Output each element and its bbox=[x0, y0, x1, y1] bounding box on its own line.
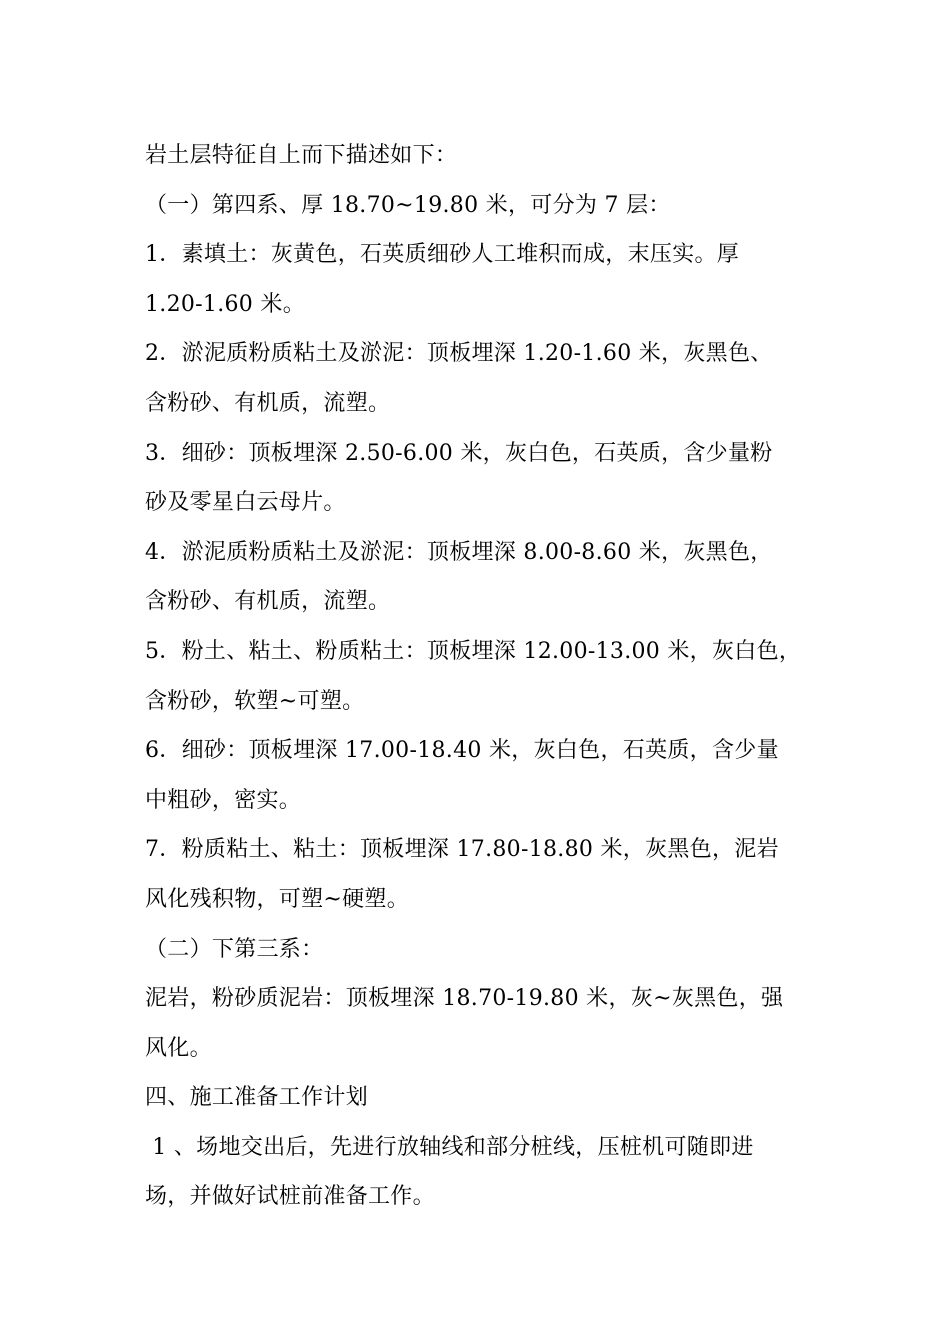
paragraph-line: 2．淤泥质粉质粘土及淤泥：顶板埋深 1.20-1.60 米，灰黑色、 bbox=[145, 341, 773, 367]
section-heading-quaternary: （一）第四系、厚 18.70~19.80 米，可分为 7 层： bbox=[145, 192, 671, 218]
section-heading-tertiary: （二）下第三系： bbox=[145, 936, 324, 962]
paragraph-line: 场，并做好试桩前准备工作。 bbox=[145, 1184, 435, 1210]
paragraph-line: 含粉砂，软塑~可塑。 bbox=[145, 688, 365, 714]
paragraph-line: 风化残积物，可塑~硬塑。 bbox=[145, 886, 410, 912]
paragraph-line: 1．素填土：灰黄色，石英质细砂人工堆积而成，末压实。厚 bbox=[145, 242, 740, 268]
paragraph-line: 砂及零星白云母片。 bbox=[145, 490, 346, 516]
paragraph-line: 岩土层特征自上而下描述如下： bbox=[145, 143, 458, 168]
paragraph-line: 中粗砂，密实。 bbox=[145, 787, 302, 813]
section-heading-construction-plan: 四、施工准备工作计划 bbox=[145, 1085, 369, 1111]
document-body bbox=[145, 131, 825, 1222]
paragraph-line: 7．粉质粘土、粘土：顶板埋深 17.80-18.80 米，灰黑色，泥岩 bbox=[145, 837, 779, 863]
paragraph-line: 4．淤泥质粉质粘土及淤泥：顶板埋深 8.00-8.60 米，灰黑色， bbox=[145, 539, 773, 565]
paragraph-line: 3．细砂：顶板埋深 2.50-6.00 米，灰白色，石英质，含少量粉 bbox=[145, 440, 773, 466]
paragraph-line: 6．细砂：顶板埋深 17.00-18.40 米，灰白色，石英质，含少量 bbox=[145, 738, 779, 764]
paragraph-line: 5．粉土、粘土、粉质粘土：顶板埋深 12.00-13.00 米，灰白色， bbox=[145, 638, 802, 664]
paragraph-line: 1.20-1.60 米。 bbox=[145, 291, 305, 317]
paragraph-line: 1 、场地交出后，先进行放轴线和部分桩线，压桩机可随即进 bbox=[145, 1134, 754, 1160]
paragraph-line: 泥岩，粉砂质泥岩：顶板埋深 18.70-19.80 米，灰~灰黑色，强 bbox=[145, 986, 784, 1012]
paragraph-line: 风化。 bbox=[145, 1035, 212, 1061]
paragraph-line: 含粉砂、有机质，流塑。 bbox=[145, 390, 391, 416]
paragraph-line: 含粉砂、有机质，流塑。 bbox=[145, 589, 391, 615]
